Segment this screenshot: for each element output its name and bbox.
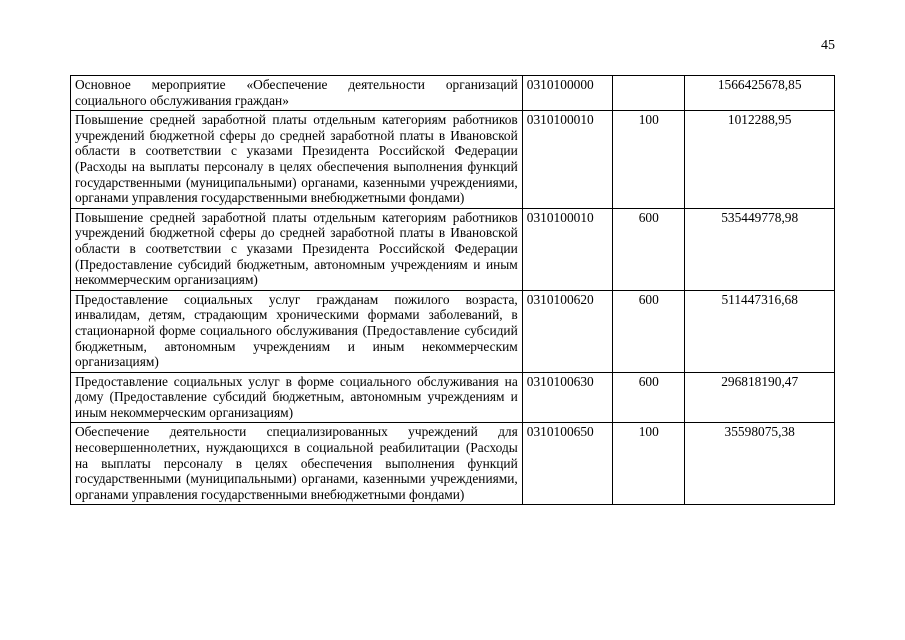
table-row [71,208,835,290]
row-code-cell: 0310100010 [522,208,612,290]
table-row [71,111,835,209]
row-expense-type-cell [613,76,685,111]
table-row [71,290,835,372]
row-expense-type-cell: 100 [613,423,685,505]
row-expense-type-cell: 600 [613,208,685,290]
row-expense-type-cell: 600 [613,290,685,372]
page-number: 45 [821,38,835,53]
table-row [71,423,835,505]
budget-table [70,75,835,505]
row-expense-type-cell: 600 [613,372,685,423]
row-name-cell: Повышение средней заработной платы отдельным категориям работников учреждений бюджетной сферы до средней заработной платы в Ивановской области в соответствии с указами Президента Российской Федерации (Предоставление субсидий бюджетным, автономным учреждениям и иным некоммерческим организациям) [71,208,523,290]
row-code-cell: 0310100630 [522,372,612,423]
row-code-cell: 0310100650 [522,423,612,505]
row-name-cell: Предоставление социальных услуг в форме социального обслуживания на дому (Предоставление субсидий бюджетным, автономным учреждениям и иным некоммерческим организациям) [71,372,523,423]
row-name-cell: Повышение средней заработной платы отдельным категориям работников учреждений бюджетной сферы до средней заработной платы в Ивановской области в соответствии с указами Президента Российской Федерации (Расходы на выплаты персоналу в целях обеспечения выполнения функций государственными (муниципальными) органами, казенными учреждениями, органами управления государственными внебюджетными фондами) [71,111,523,209]
table-row [71,372,835,423]
row-expense-type-cell: 100 [613,111,685,209]
row-code-cell: 0310100010 [522,111,612,209]
row-amount-cell: 535449778,98 [685,208,835,290]
row-amount-cell: 296818190,47 [685,372,835,423]
row-name-cell: Обеспечение деятельности специализированных учреждений для несовершеннолетних, нуждающихся в социальной реабилитации (Расходы на выплаты персоналу в целях обеспечения выполнения функций государственными (муниципальными) органами, казенными учреждениями, органами управления государственными внебюджетными фондами) [71,423,523,505]
row-code-cell: 0310100000 [522,76,612,111]
row-name-cell: Основное мероприятие «Обеспечение деятельности организаций социального обслуживания граждан» [71,76,523,111]
row-amount-cell: 1566425678,85 [685,76,835,111]
table-row [71,76,835,111]
row-name-cell: Предоставление социальных услуг гражданам пожилого возраста, инвалидам, детям, страдающим хроническими формами заболеваний, в стационарной форме социального обслуживания (Предоставление субсидий бюджетным, автономным учреждениям и иным некоммерческим организациям) [71,290,523,372]
row-amount-cell: 511447316,68 [685,290,835,372]
row-code-cell: 0310100620 [522,290,612,372]
row-amount-cell: 1012288,95 [685,111,835,209]
row-amount-cell: 35598075,38 [685,423,835,505]
